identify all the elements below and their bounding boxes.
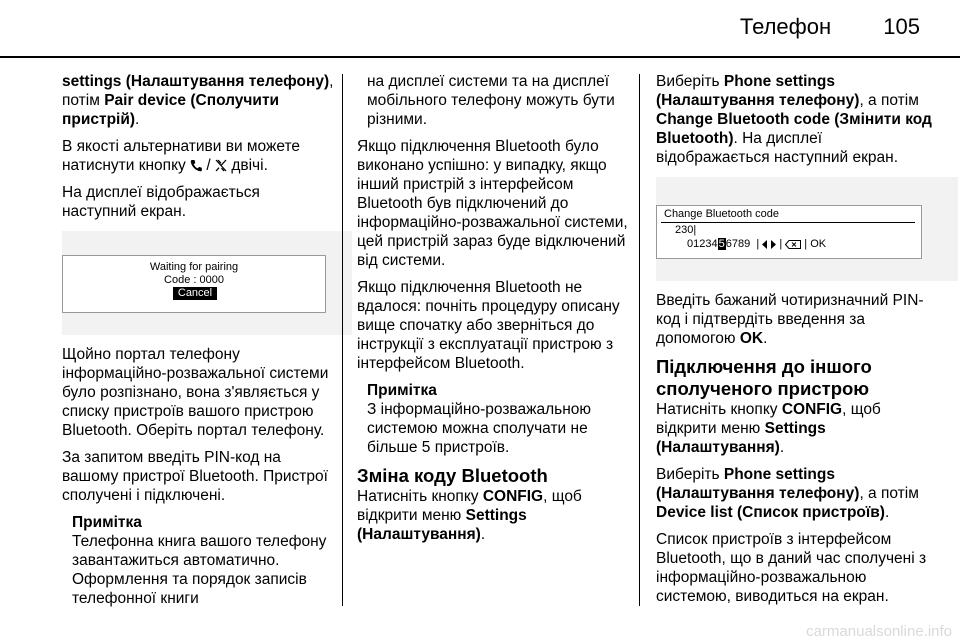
- separator: |: [779, 238, 783, 250]
- display-change-bluetooth-code: [656, 177, 958, 281]
- text: ,: [329, 73, 334, 90]
- col3-paragraph-1: [656, 72, 934, 167]
- text: В якості альтернативи ви можете натиснути кнопку: [62, 138, 301, 174]
- menu-item-phone-settings: Phone settings (Налаштування телефону): [656, 73, 860, 109]
- text: .: [135, 111, 140, 128]
- menu-item-phone-settings: settings (Налаштування телефону): [62, 73, 330, 90]
- text: .: [884, 504, 890, 521]
- menu-item-change-bluetooth-code: Change Bluetooth code (Змінити код Bluetooth): [656, 111, 932, 147]
- text: потім: [62, 92, 105, 109]
- text: Введіть бажаний чотиризначний PIN-код і підтвердіть введення за допомогою: [656, 292, 924, 347]
- pairing-code-text: Code : 0000: [164, 274, 224, 286]
- text: . На дисплеї відображається наступний екран.: [656, 130, 899, 166]
- menu-item-settings: Settings (Налаштування): [357, 507, 527, 543]
- menu-item-phone-settings: Phone settings (Налаштування телефону): [656, 466, 860, 502]
- display-screen: [656, 205, 922, 259]
- button-name-config: CONFIG: [482, 488, 544, 505]
- text: , а потім: [859, 92, 919, 109]
- digit-keys[interactable]: 6789: [725, 238, 751, 250]
- button-name-config: CONFIG: [781, 401, 843, 418]
- text: Натисніть кнопку: [357, 488, 483, 505]
- button-name-ok: OK: [739, 330, 764, 347]
- column-2: [357, 72, 629, 552]
- phone-icon: [190, 159, 202, 172]
- menu-item-device-list: Device list (Список пристроїв): [656, 504, 885, 521]
- text: Виберіть: [656, 466, 724, 483]
- text: , а потім: [859, 485, 919, 502]
- text: Виберіть: [656, 73, 724, 90]
- ok-key[interactable]: | OK: [804, 238, 827, 250]
- page-header: [740, 14, 920, 40]
- col3-paragraph-2: [656, 291, 934, 348]
- selected-digit-key[interactable]: 5: [718, 238, 725, 250]
- voice-control-icon: [215, 159, 227, 172]
- section-heading-connect-other-device: Підключення до іншого сполученого пристрою: [656, 356, 872, 399]
- cursor-left-right-icon[interactable]: [762, 240, 776, 249]
- column-divider: [639, 74, 640, 606]
- text: .: [779, 439, 785, 456]
- note: [72, 513, 334, 608]
- pairing-status-text: Waiting for pairing: [149, 261, 239, 273]
- text: /: [202, 157, 216, 174]
- col1-paragraph-5: За запитом введіть PIN-код на вашому пристрої Bluetooth. Пристрої сполучені і підключені.: [62, 449, 328, 504]
- column-divider: [342, 74, 343, 606]
- display-waiting-for-pairing: [62, 231, 352, 335]
- text: , щоб відкрити меню: [656, 401, 881, 437]
- text: двічі.: [227, 157, 268, 174]
- text: .: [480, 526, 486, 543]
- header-rule: [0, 56, 960, 58]
- text: .: [763, 330, 768, 347]
- note-title: Примітка: [72, 514, 142, 531]
- col3-paragraph-4: [656, 465, 934, 522]
- note: [367, 381, 629, 457]
- text: , щоб відкрити меню: [357, 488, 582, 524]
- display-screen: [62, 255, 326, 313]
- note-title: Примітка: [367, 382, 437, 399]
- backspace-icon[interactable]: [785, 240, 801, 249]
- col1-paragraph-1: [62, 72, 334, 129]
- col3-paragraph-5: Список пристроїв з інтерфейсом Bluetooth, що в даний час сполучені з інформаційно-розважальною системою, виводиться на екран.: [656, 531, 927, 605]
- menu-item-settings: Settings (Налаштування): [656, 420, 826, 456]
- menu-item-pair-device: Pair device (Сполучити пристрій): [62, 92, 280, 128]
- digit-keypad: [687, 238, 826, 251]
- column-1: [62, 72, 334, 608]
- col2-paragraph-1: на дисплеї системи та на дисплеї мобільного телефону можуть бути різними.: [367, 73, 615, 128]
- display-rule: [661, 222, 915, 223]
- col1-paragraph-2: [62, 137, 334, 175]
- col2-paragraph-4: [357, 487, 629, 544]
- col2-paragraph-2: Якщо підключення Bluetooth було виконано успішно: у випадку, якщо інший пристрій з інтерфейсом Bluetooth був підключений до інформаційно-розважальної системи, цей пристрій зараз буде відключений від системи.: [357, 138, 628, 269]
- col1-paragraph-3: На дисплеї відображається наступний екран.: [62, 184, 260, 220]
- note-text: З інформаційно-розважальною системою можна сполучати не більше 5 пристроїв.: [367, 401, 592, 456]
- note-text: Телефонна книга вашого телефону завантажиться автоматично. Оформлення та порядок записів телефонної книги: [72, 533, 327, 607]
- separator: |: [756, 238, 760, 250]
- column-3: [656, 72, 934, 614]
- cancel-button[interactable]: Cancel: [173, 287, 217, 300]
- col1-paragraph-4: Щойно портал телефону інформаційно-розважальної системи було розпізнано, вона з'являється у списку пристроїв вашого пристрою Bluetooth. Оберіть портал телефону.: [62, 346, 329, 439]
- watermark: carmanualsonline.info: [806, 623, 952, 640]
- section-heading-change-bluetooth-code: Зміна коду Bluetooth: [357, 465, 548, 486]
- text: Натисніть кнопку: [656, 401, 782, 418]
- digit-keys[interactable]: 01234: [687, 238, 718, 250]
- display-title: Change Bluetooth code: [664, 208, 779, 220]
- col3-paragraph-3: [656, 400, 934, 457]
- page-number: 105: [883, 14, 920, 39]
- col2-paragraph-3: Якщо підключення Bluetooth не вдалося: почніть процедуру описану вище спочатку або зверніться до інструкції з експлуатації пристрою з інтерфейсом Bluetooth.: [357, 279, 620, 372]
- code-entry-field[interactable]: 230|: [675, 224, 697, 236]
- page-title: Телефон: [739, 14, 832, 39]
